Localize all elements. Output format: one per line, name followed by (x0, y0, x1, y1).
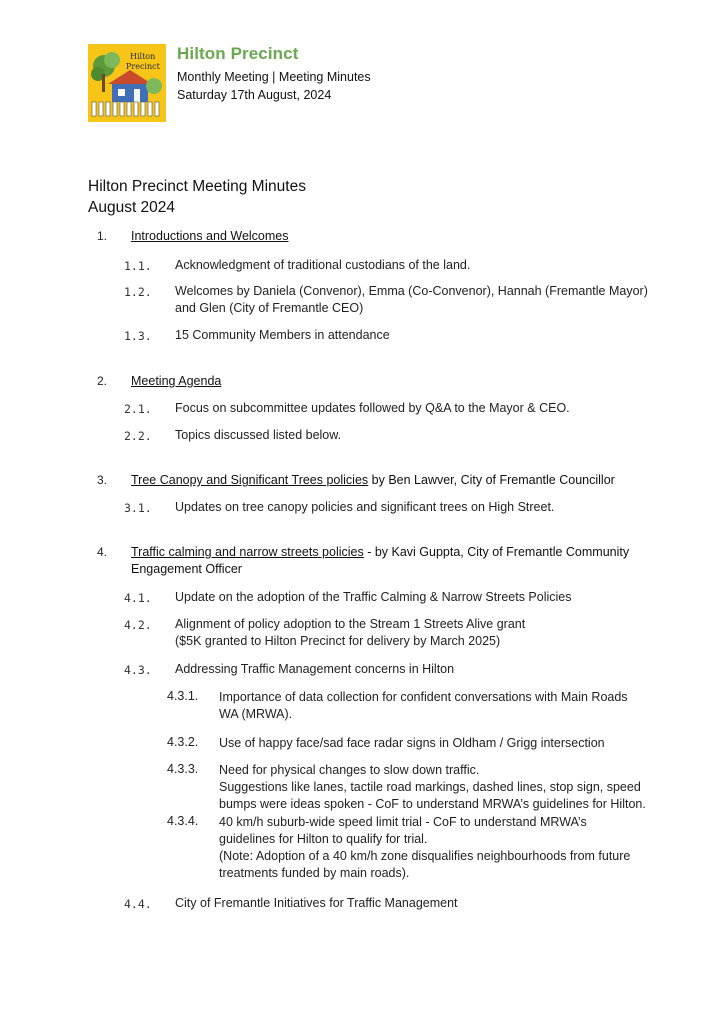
subitem-line: treatments funded by main roads). (219, 866, 410, 880)
item-line: Welcomes by Daniela (Convenor), Emma (Co-Convenor), Hannah (Fremantle Mayor) (175, 284, 648, 298)
item-number: 1.1. (124, 259, 152, 273)
item-number: 2.1. (124, 402, 152, 416)
item-number: 1.2. (124, 285, 152, 299)
item-number: 2.2. (124, 429, 152, 443)
item-text: Focus on subcommittee updates followed by Q&A to the Mayor & CEO. (175, 401, 570, 415)
subitem-line: WA (MRWA). (219, 707, 293, 721)
item-text: 15 Community Members in attendance (175, 328, 390, 342)
subitem-text (219, 814, 669, 882)
title-line-1: Hilton Precinct Meeting Minutes (88, 178, 306, 195)
subitem-line: 40 km/h suburb-wide speed limit trial - CoF to understand MRWA’s (219, 815, 587, 829)
item-text: Updates on tree canopy policies and significant trees on High Street. (175, 500, 555, 514)
item-number: 1.3. (124, 329, 152, 343)
heading-text: Tree Canopy and Significant Trees policies (131, 473, 369, 487)
item-text: Topics discussed listed below. (175, 428, 342, 442)
subitem-number: 4.3.3. (167, 762, 199, 776)
section-number: 3. (97, 473, 108, 487)
subitem-text (219, 689, 669, 723)
heading-text: Meeting Agenda (131, 374, 222, 388)
subitem-number: 4.3.2. (167, 735, 199, 749)
subitem-number: 4.3.4. (167, 814, 199, 828)
subitem-number: 4.3.1. (167, 689, 199, 703)
item-number: 3.1. (124, 501, 152, 515)
subitem-line: Suggestions like lanes, tactile road markings, dashed lines, stop sign, speed (219, 780, 641, 794)
item-line: and Glen (City of Fremantle CEO) (175, 301, 364, 315)
item-text: Acknowledgment of traditional custodians of the land. (175, 258, 471, 272)
item-number: 4.3. (124, 663, 152, 677)
item-text: Update on the adoption of the Traffic Calming & Narrow Streets Policies (175, 590, 572, 604)
document-title (88, 176, 306, 218)
heading-byline: - by Kavi Guppta, City of Fremantle Community (363, 545, 630, 559)
heading-byline-line-2: Engagement Officer (131, 562, 242, 576)
item-text (175, 616, 665, 650)
section-number: 2. (97, 374, 108, 388)
item-line: Alignment of policy adoption to the Stream 1 Streets Alive grant (175, 617, 526, 631)
subitem-line: (Note: Adoption of a 40 km/h zone disqualifies neighbourhoods from future (219, 849, 631, 863)
subitem-line: Need for physical changes to slow down traffic. (219, 763, 480, 777)
section-heading (131, 228, 651, 245)
item-text (175, 283, 665, 317)
hilton-precinct-logo (88, 44, 166, 122)
section-heading (131, 373, 651, 390)
subitem-line: guidelines for Hilton to qualify for trial. (219, 832, 428, 846)
item-number: 4.2. (124, 618, 152, 632)
heading-byline: by Ben Lawver, City of Fremantle Councillor (368, 473, 615, 487)
section-number: 4. (97, 545, 108, 559)
item-number: 4.4. (124, 897, 152, 911)
logo-text-1: Hilton (130, 52, 156, 61)
meeting-date: Saturday 17th August, 2024 (177, 88, 332, 102)
section-heading (131, 544, 651, 578)
heading-text: Traffic calming and narrow streets policies (131, 545, 364, 559)
item-line: ($5K granted to Hilton Precinct for delivery by March 2025) (175, 634, 501, 648)
subitem-line: Use of happy face/sad face radar signs in Oldham / Grigg intersection (219, 736, 605, 750)
subitem-line: bumps were ideas spoken - CoF to understand MRWA’s guidelines for Hilton. (219, 797, 646, 811)
section-number: 1. (97, 229, 108, 243)
heading-text: Introductions and Welcomes (131, 229, 289, 243)
subitem-text (219, 735, 669, 752)
meeting-subtitle: Monthly Meeting | Meeting Minutes (177, 70, 371, 84)
title-line-2: August 2024 (88, 199, 176, 216)
item-number: 4.1. (124, 591, 152, 605)
item-text: City of Fremantle Initiatives for Traffic Management (175, 896, 458, 910)
logo-text-2: Precinct (126, 62, 160, 71)
subitem-text (219, 762, 669, 813)
org-name: Hilton Precinct (177, 44, 299, 63)
item-text: Addressing Traffic Management concerns in Hilton (175, 662, 455, 676)
subitem-line: Importance of data collection for confident conversations with Main Roads (219, 690, 628, 704)
section-heading (131, 472, 651, 489)
